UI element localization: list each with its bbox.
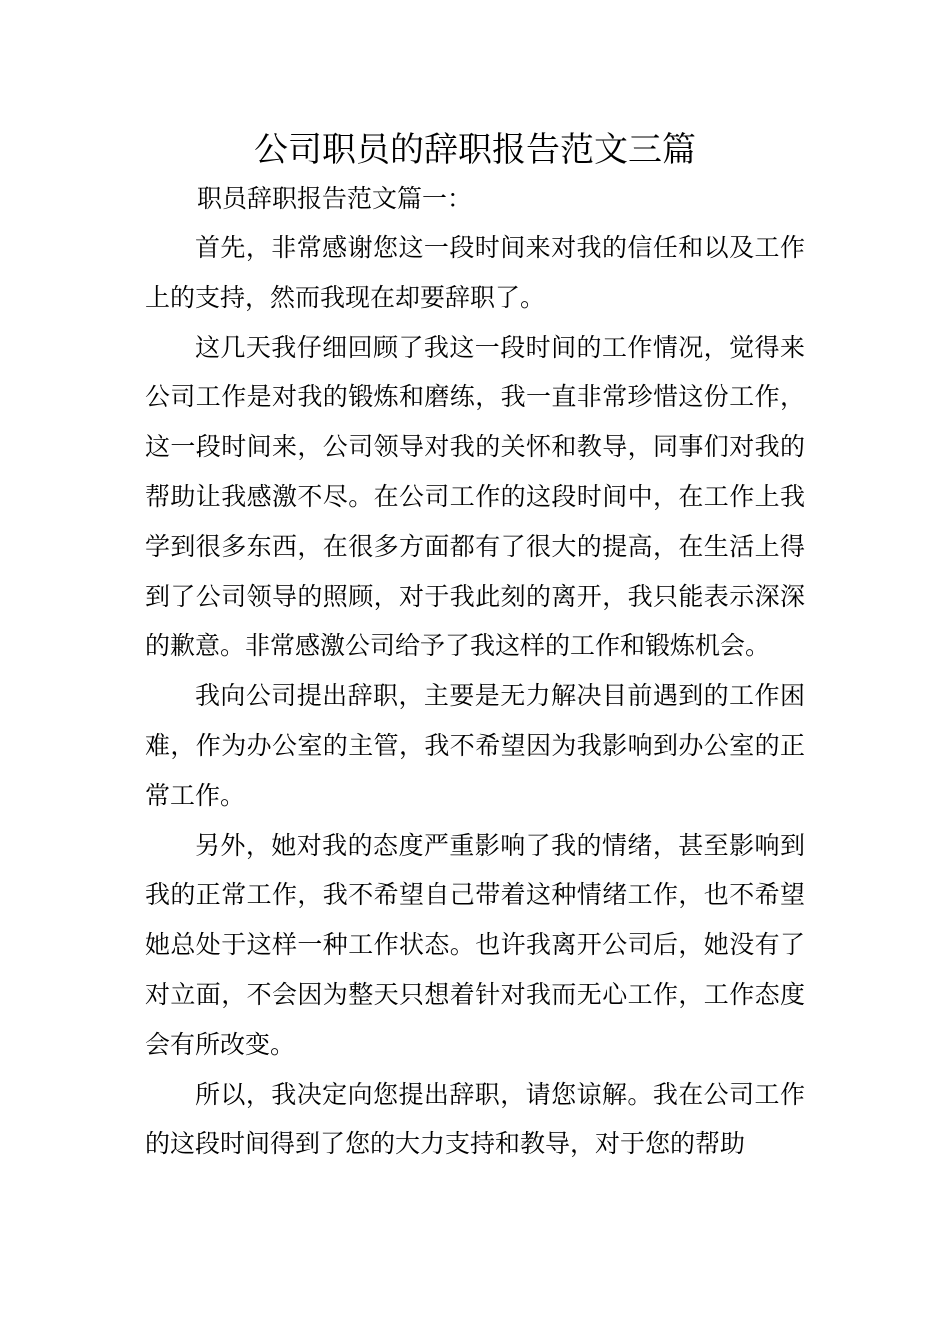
document-body	[145, 178, 805, 1169]
section-heading: 职员辞职报告范文篇一：	[197, 184, 473, 213]
paragraph-1: 首先，非常感谢您这一段时间来对我的信任和以及工作上的支持，然而我现在却要辞职了。	[145, 233, 805, 312]
paragraph-4: 另外，她对我的态度严重影响了我的情绪，甚至影响到我的正常工作，我不希望自己带着这种情绪工作，也不希望她总处于这样一种工作状态。也许我离开公司后，她没有了对立面，不会因为整天只想着针对我而无心工作，工作态度会有所改变。	[145, 830, 805, 1059]
paragraph-3: 我向公司提出辞职，主要是无力解决目前遇到的工作困难，作为办公室的主管，我不希望因为我影响到办公室的正常工作。	[145, 681, 805, 810]
document-title: 公司职员的辞职报告范文三篇	[254, 130, 696, 170]
paragraph-2: 这几天我仔细回顾了我这一段时间的工作情况，觉得来公司工作是对我的锻炼和磨练，我一直非常珍惜这份工作，这一段时间来，公司领导对我的关怀和教导，同事们对我的帮助让我感激不尽。在公司工作的这段时间中，在工作上我学到很多东西，在很多方面都有了很大的提高，在生活上得到了公司领导的照顾，对于我此刻的离开，我只能表示深深的歉意。非常感激公司给予了我这样的工作和锻炼机会。	[145, 332, 805, 661]
paragraph-5: 所以，我决定向您提出辞职，请您谅解。我在公司工作的这段时间得到了您的大力支持和教导，对于您的帮助	[145, 1079, 805, 1159]
